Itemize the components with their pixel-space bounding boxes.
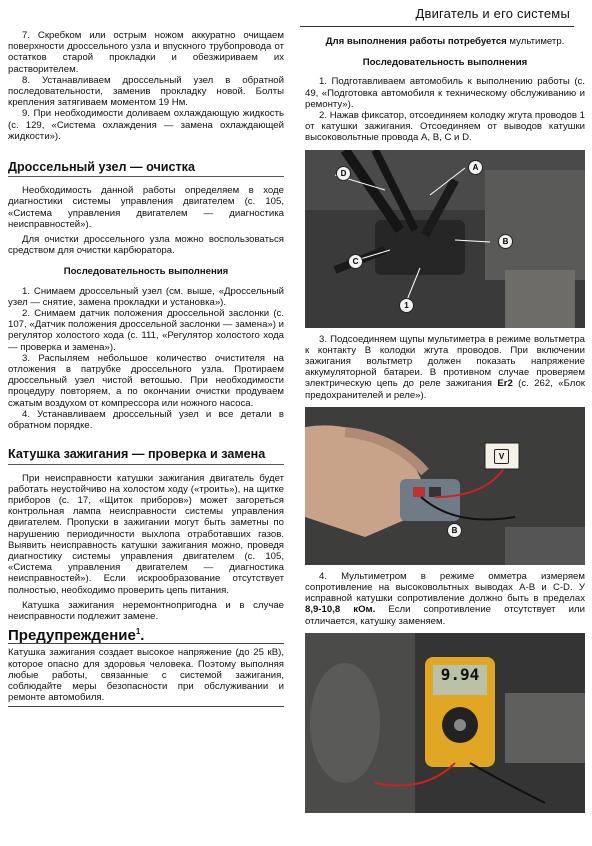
label-B-connector: B	[447, 523, 462, 538]
photo-ignition-coil	[305, 150, 585, 328]
label-D: D	[336, 166, 351, 181]
coil-step-3-ref: (с. 262, «Блок предохранителей и реле»).	[305, 378, 585, 401]
tools-needed-bold: Для выполнения работы потребуется	[325, 36, 507, 47]
photo-multimeter-ohms	[305, 633, 585, 813]
coil-step-4-end: Если сопротивление отсутствует или отличается, катушку заменяем.	[305, 604, 585, 627]
multimeter-display: 9.94	[440, 664, 480, 684]
photo-voltmeter-drawing	[305, 407, 585, 565]
running-header: Двигатель и его системы	[415, 6, 570, 21]
left-column	[8, 30, 284, 707]
label-A: A	[468, 160, 483, 175]
coil-step-3-text: 3. Подсоединяем щупы мультиметра в режиме вольтметра к контакту B колодки жгута проводов. При включении зажигания вольтметр должен показать напряжение аккумуляторной батареи. В противном случае проверяем электрическую цепь до реле зажигания	[305, 333, 585, 390]
label-C: C	[348, 254, 363, 269]
warning-box	[8, 643, 284, 707]
step-7: 7. Скребком или острым ножом аккуратно очищаем поверхности дроссельного узла и впускного трубопровода от остатков старой прокладки и обезжириваем их растворителем.	[8, 30, 284, 75]
throttle-intro-2: Для очистки дроссельного узла можно воспользоваться средством для очистки карбюратора.	[8, 234, 284, 257]
coil-step-1: 1. Подготавливаем автомобиль к выполнению работы (с. 49, «Подготовка автомобиля к техническому обслуживанию и ремонту»).	[305, 76, 585, 110]
label-V: V	[494, 449, 509, 464]
coil-intro: При неисправности катушки зажигания двигатель будет работать неустойчиво на холостом ходу («троить»), на щитке приборов (с. 17, «Щиток приборов») может загореться контрольная лампа неисправности системы управления двигателем. Пропуски в зажигании могут быть заметны по нарушению периодичности выхлопа отработавших газов. Выявить неисправность катушки зажигания можно, проведя диагностику системы управления двигателем (с. 105, «Система управления двигателем — диагностика неисправностей»). Если искрообразование отсутствует полностью, необходимо проверить цепь питания.	[8, 472, 284, 596]
right-column	[305, 36, 585, 813]
throttle-step-4: 4. Устанавливаем дроссельный узел и все детали в обратном порядке.	[8, 408, 284, 432]
coil-step-2: 2. Нажав фиксатор, отсоединяем колодку жгута проводов 1 от катушки зажигания. Отсоединяем от выводов катушки высоковольтные провода A, B, C и D.	[305, 110, 585, 144]
sequence-heading-right: Последовательность выполнения	[362, 57, 528, 69]
coil-step-3	[305, 334, 585, 401]
step-9: 9. При необходимости доливаем охлаждающую жидкость (с. 129, «Система охлаждения — замена охлаждающей жидкости»).	[8, 108, 284, 142]
warning-text: Катушка зажигания создает высокое напряжение (до 25 кВ), которое опасно для здоровья человека. Поэтому выполняя любые работы, связанные с системой зажигания, соблюдайте меры безопасности при обслуживании и ремонте автомобиля.	[8, 647, 284, 704]
resistance-range: 8,9-10,8 кОм.	[305, 604, 376, 616]
section-heading-throttle: Дроссельный узел — очистка	[8, 156, 284, 177]
throttle-step-3: 3. Распыляем небольшое количество очистителя на отложения в патрубке дроссельного узла. Протираем дроссельный узел чистой ветошью. При необходимости процедуру повторяем, а по окончании очистки продуваем сжатым воздухом от компрессора или ножного насоса.	[8, 352, 284, 409]
throttle-step-2: 2. Снимаем датчик положения дроссельной заслонки (с. 107, «Датчик положения дроссельной заслонки — замена») и регулятор холостого хода (с. 111, «Регулятор холостого хода — проверка и замена»).	[8, 308, 284, 353]
label-1: 1	[399, 298, 414, 313]
photo-voltmeter-connector	[305, 407, 585, 565]
coil-step-4	[305, 571, 585, 627]
coil-step-4-text: 4. Мультиметром в режиме омметра измеряем сопротивление на высоковольтных выводах A-B и C-D. У исправной катушки сопротивление должно быть в пределах	[305, 570, 585, 605]
header-rule	[300, 26, 574, 27]
step-8: 8. Устанавливаем дроссельный узел в обратной последовательности, заменив прокладку новой. Болты крепления затягиваем моментом 19 Нм.	[8, 74, 284, 109]
label-B: B	[498, 234, 513, 249]
section-heading-coil: Катушка зажигания — проверка и замена	[8, 443, 284, 464]
warning-footnote-mark: 1	[135, 627, 141, 637]
sequence-heading: Последовательность выполнения	[63, 266, 229, 278]
relay-code: Er2	[497, 378, 513, 390]
warning-title-text: Предупреждение	[8, 627, 136, 645]
warning-title: Предупреждение$^1$.	[8, 627, 145, 645]
throttle-step-1: 1. Снимаем дроссельный узел (см. выше, «Дроссельный узел — снятие, замена прокладки и установка»).	[8, 285, 284, 308]
tools-needed	[305, 36, 585, 47]
photo-multimeter-drawing	[305, 633, 585, 813]
throttle-intro: Необходимость данной работы определяем в ходе диагностики системы управления двигателем (с. 105, «Система управления двигателем — диагностика неисправностей»).	[8, 185, 284, 230]
tools-needed-rest: мультиметр.	[506, 36, 565, 47]
coil-note: Катушка зажигания неремонтнопригодна и в случае неисправности подлежит замене.	[8, 599, 284, 622]
